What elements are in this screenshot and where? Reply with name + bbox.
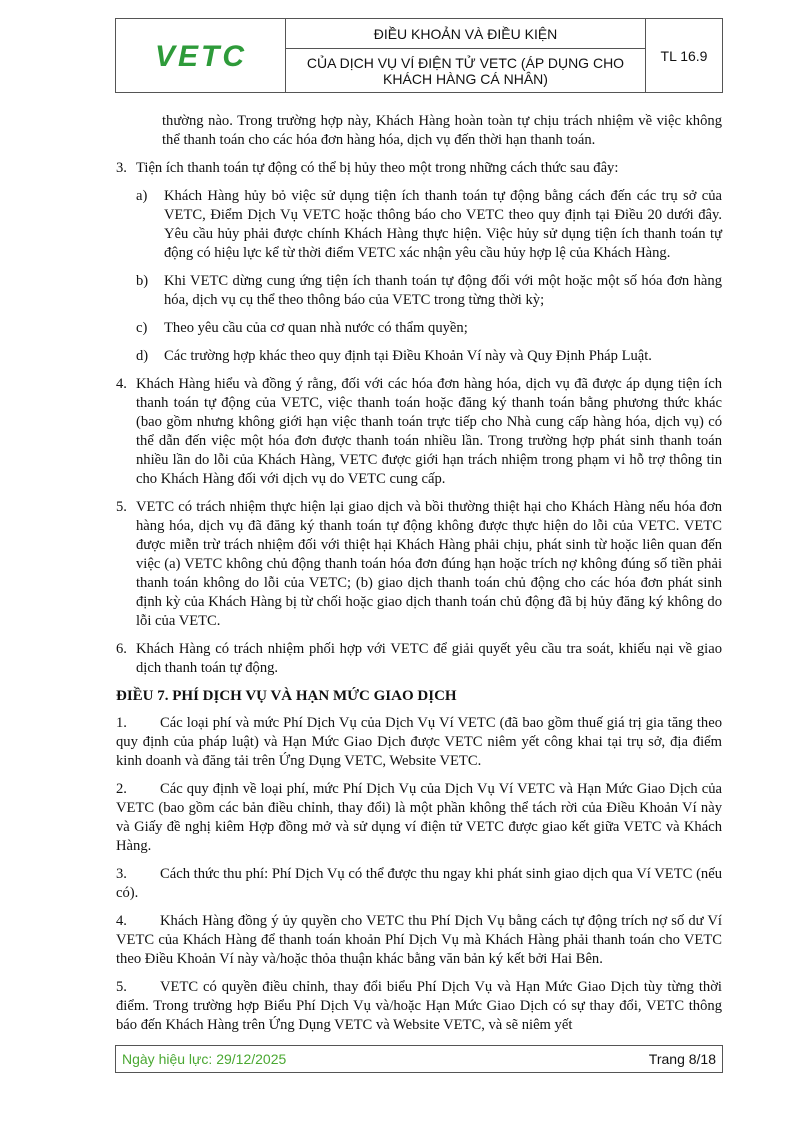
clause-number: 5. — [116, 499, 127, 515]
item-number: 3. — [116, 866, 127, 882]
vetc-logo — [116, 19, 286, 92]
sub-label: b) — [136, 273, 149, 289]
sub-text: Theo yêu cầu của cơ quan nhà nước có thẩm quyền; — [164, 320, 468, 336]
vetc-logo-mark — [146, 41, 256, 71]
article-7-item-2 — [116, 780, 722, 856]
item-number: 5. — [116, 979, 127, 995]
document-code: TL 16.9 — [660, 47, 708, 64]
article-7-item-3 — [116, 865, 722, 903]
item-text: Khách Hàng đồng ý ủy quyền cho VETC thu Phí Dịch Vụ bằng cách tự động trích nợ số dư Ví VETC của Khách Hàng để thanh toán khoản Phí Dịch Vụ mà Khách Hàng phải thanh toán cho VETC theo Điều Khoản Ví này và/hoặc thỏa thuận khác bằng văn bản ký kết bởi Hai Bên. — [116, 913, 722, 967]
effective-date: Ngày hiệu lực: 29/12/2025 — [122, 1051, 287, 1067]
clause-6 — [116, 640, 722, 678]
sub-label: c) — [136, 320, 148, 336]
sub-label: d) — [136, 348, 149, 364]
sub-text: Khách Hàng hủy bỏ việc sử dụng tiện ích thanh toán tự động bằng cách đến các trụ sở của VETC, Điểm Dịch Vụ VETC hoặc thông báo cho VETC theo quy định tại Điều 20 dưới đây. Yêu cầu hủy phải được chính Khách Hàng thực hiện. Việc hủy sử dụng tiện ích thanh toán tự động có hiệu lực kể từ thời điểm VETC xác nhận yêu cầu hủy hợp lệ của Khách Hàng. — [164, 188, 722, 261]
clause-3d — [136, 347, 722, 366]
item-text: Cách thức thu phí: Phí Dịch Vụ có thể được thu ngay khi phát sinh giao dịch qua Ví VETC (nếu có). — [116, 866, 722, 901]
clause-number: 3. — [116, 160, 127, 176]
item-number: 4. — [116, 913, 127, 929]
document-body — [116, 112, 722, 1044]
item-number: 2. — [116, 781, 127, 797]
header-title — [286, 19, 646, 92]
sub-text: Khi VETC dừng cung ứng tiện ích thanh toán tự động đối với một hoặc một số hóa đơn hàng hóa, dịch vụ cụ thể theo thông báo của VETC trong từng thời kỳ; — [164, 273, 722, 308]
header-title-line2: CỦA DỊCH VỤ VÍ ĐIỆN TỬ VETC (ÁP DỤNG CHO KHÁCH HÀNG CÁ NHÂN) — [306, 54, 625, 87]
article-7-item-5 — [116, 978, 722, 1035]
article-7-item-1 — [116, 714, 722, 771]
clause-text: Khách Hàng có trách nhiệm phối hợp với VETC để giải quyết yêu cầu tra soát, khiếu nại về giao dịch thanh toán tự động. — [136, 641, 722, 676]
svg-text:VETC: VETC — [154, 40, 247, 71]
item-text: Các loại phí và mức Phí Dịch Vụ của Dịch Vụ Ví VETC (đã bao gồm thuế giá trị gia tăng theo quy định của pháp luật) và Hạn Mức Giao Dịch được VETC niêm yết công khai tại trụ sở, địa điểm kinh doanh và đăng tải trên Ứng Dụng VETC, Website VETC. — [116, 715, 722, 769]
clause-3 — [116, 159, 722, 178]
document-header — [115, 18, 723, 93]
clause-number: 4. — [116, 376, 127, 392]
article-7-heading: ĐIỀU 7. PHÍ DỊCH VỤ VÀ HẠN MỨC GIAO DỊCH — [116, 688, 457, 704]
clause-4 — [116, 375, 722, 489]
clause-3b — [136, 272, 722, 310]
item-number: 1. — [116, 715, 127, 731]
sub-label: a) — [136, 188, 148, 204]
article-7-item-4 — [116, 912, 722, 969]
clause-text: Khách Hàng hiểu và đồng ý rằng, đối với các hóa đơn hàng hóa, dịch vụ đã được áp dụng tiện ích thanh toán tự động của VETC, việc thanh toán hoặc đăng ký thanh toán bằng phương thức khác (bao gồm nhưng không giới hạn việc thanh toán trực tiếp cho Nhà cung cấp hàng hóa, dịch vụ) có thể dẫn đến việc một hóa đơn được thanh toán nhiều lần. Trong trường hợp phát sinh thanh toán nhiều lần do lỗi của Khách Hàng, VETC được giới hạn trách nhiệm trong phạm vi hỗ trợ thông tin cho Khách Hàng đối với dịch vụ do VETC cung cấp. — [136, 376, 722, 487]
item-text: Các quy định về loại phí, mức Phí Dịch Vụ của Dịch Vụ Ví VETC và Hạn Mức Giao Dịch của VETC (bao gồm các bản điều chỉnh, thay đổi) là một phần không thể tách rời của Điều Khoản Ví này và Giấy đề nghị kiêm Hợp đồng mở và sử dụng ví điện tử VETC được giao kết giữa VETC và Khách Hàng. — [116, 781, 722, 854]
header-title-line1: ĐIỀU KHOẢN VÀ ĐIỀU KIỆN — [286, 19, 645, 49]
clause-5 — [116, 498, 722, 631]
clause-3c — [136, 319, 722, 338]
item-text: VETC có quyền điều chỉnh, thay đổi biểu Phí Dịch Vụ và Hạn Mức Giao Dịch tùy từng thời điểm. Trong trường hợp Biểu Phí Dịch Vụ và/hoặc Hạn Mức Giao Dịch có sự thay đổi, VETC thông báo đến Khách Hàng trên Ứng Dụng VETC và Website VETC, và sẽ niêm yết — [116, 979, 722, 1033]
clause-text: Tiện ích thanh toán tự động có thể bị hủy theo một trong những cách thức sau đây: — [136, 160, 619, 176]
continuation-paragraph: thường nào. Trong trường hợp này, Khách Hàng hoàn toàn tự chịu trách nhiệm về việc không thể thanh toán cho các hóa đơn hàng hóa, dịch vụ đến thời hạn thanh toán. — [162, 113, 722, 148]
document-footer — [115, 1045, 723, 1073]
clause-number: 6. — [116, 641, 127, 657]
clause-3a — [136, 187, 722, 263]
sub-text: Các trường hợp khác theo quy định tại Điều Khoản Ví này và Quy Định Pháp Luật. — [164, 348, 652, 364]
clause-text: VETC có trách nhiệm thực hiện lại giao dịch và bồi thường thiệt hại cho Khách Hàng nếu hóa đơn hàng hóa, dịch vụ đã đăng ký thanh toán tự động không được thực hiện do lỗi của VETC. VETC được miễn trừ trách nhiệm đối với thiệt hại Khách Hàng phải chịu, phát sinh từ hoặc liên quan đến việc (a) VETC không chủ động thanh toán hóa đơn đúng hạn hoặc trích nợ không đúng số tiền phải thanh toán không do lỗi của VETC; (b) giao dịch thanh toán chủ động cho các hóa đơn phát sinh định kỳ của Khách Hàng bị từ chối hoặc giao dịch thanh toán chủ động đã bị hủy đăng ký không do lỗi của VETC. — [136, 499, 722, 629]
page-number: Trang 8/18 — [648, 1051, 716, 1067]
